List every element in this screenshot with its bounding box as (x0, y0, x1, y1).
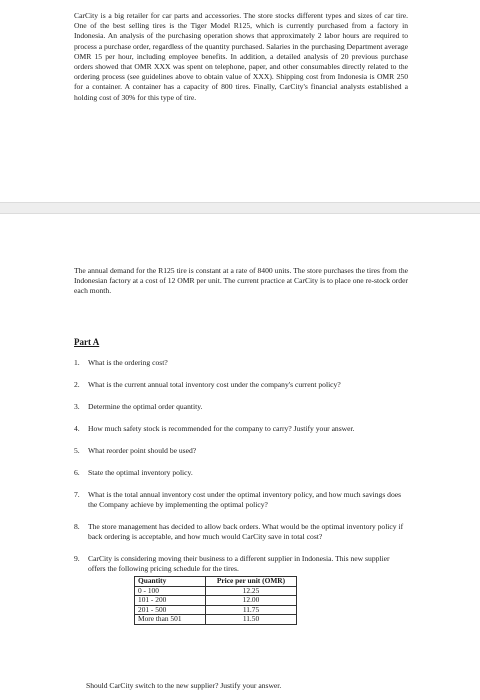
quantity-cell: More than 501 (135, 615, 206, 625)
question-number: 5. (74, 446, 80, 455)
page-separator (0, 202, 480, 214)
question-text: What reorder point should be used? (88, 446, 197, 455)
demand-paragraph: The annual demand for the R125 tire is constant at a rate of 8400 units. The store purchases the tires from the Indonesian factory at a cost of 12 OMR per unit. The current practice at CarCity is to place one re-stock order each month. (74, 266, 408, 296)
quantity-cell: 0 - 100 (135, 586, 206, 596)
price-cell: 11.75 (206, 605, 297, 615)
question-list (74, 358, 414, 637)
question-number: 9. (74, 554, 80, 563)
question-item (74, 380, 414, 390)
part-a-heading: Part A (74, 337, 100, 347)
closing-question: Should CarCity switch to the new supplier? Justify your answer. (86, 681, 282, 690)
question-number: 3. (74, 402, 80, 411)
question-item (74, 424, 414, 434)
question-number: 4. (74, 424, 80, 433)
document-page-1 (0, 0, 480, 202)
price-cell: 12.25 (206, 586, 297, 596)
quantity-cell: 201 - 500 (135, 605, 206, 615)
quantity-cell: 101 - 200 (135, 596, 206, 606)
question-text: Determine the optimal order quantity. (88, 402, 203, 411)
question-item (74, 554, 414, 625)
question-number: 7. (74, 490, 80, 499)
column-header-quantity: Quantity (135, 577, 206, 587)
question-number: 1. (74, 358, 80, 367)
price-cell: 11.50 (206, 615, 297, 625)
question-text: What is the total annual inventory cost under the optimal inventory policy, and how much savings does the Company achieve by implementing the optimal policy? (88, 490, 402, 509)
price-cell: 12.00 (206, 596, 297, 606)
question-text: State the optimal inventory policy. (88, 468, 193, 477)
question-text: What is the ordering cost? (88, 358, 168, 367)
table-row (135, 615, 297, 625)
document-page-2 (0, 214, 480, 700)
question-number: 6. (74, 468, 80, 477)
pricing-table (134, 576, 297, 625)
table-row (135, 596, 297, 606)
intro-paragraph: CarCity is a big retailer for car parts and accessories. The store stocks different types and sizes of car tire. One of the best selling tires is the Tiger Model R125, which is currently purchased from a factory in Indonesia. An analysis of the purchasing operation shows that approximately 2 labor hours are required to process a purchase order, regardless of the quantity purchased. Salaries in the purchasing Department average OMR 15 per hour, including employee benefits. In addition, a detailed analysis of 20 previous purchase orders showed that OMR XXX was spent on telephone, paper, and other consumables directly related to the ordering process (see guidelines above to obtain value of XXX). Shipping cost from Indonesia is OMR 250 for a container. A container has a capacity of 800 tires. Finally, CarCity's financial analysts established a holding cost of 30% for this type of tire. (74, 11, 408, 102)
question-item (74, 468, 414, 478)
question-item (74, 522, 414, 542)
table-header-row (135, 577, 297, 587)
question-text: CarCity is considering moving their business to a different supplier in Indonesia. This new supplier offers the following pricing schedule for the tires. (88, 554, 390, 573)
question-text: The store management has decided to allow back orders. What would be the optimal inventory policy if back ordering is acceptable, and how much would CarCity save in total cost? (88, 522, 404, 541)
question-item (74, 446, 414, 456)
column-header-price: Price per unit (OMR) (206, 577, 297, 587)
question-item (74, 402, 414, 412)
question-number: 8. (74, 522, 80, 531)
question-number: 2. (74, 380, 80, 389)
question-text: How much safety stock is recommended for the company to carry? Justify your answer. (88, 424, 355, 433)
question-text: What is the current annual total inventory cost under the company's current policy? (88, 380, 341, 389)
question-item (74, 490, 414, 510)
question-item (74, 358, 414, 368)
